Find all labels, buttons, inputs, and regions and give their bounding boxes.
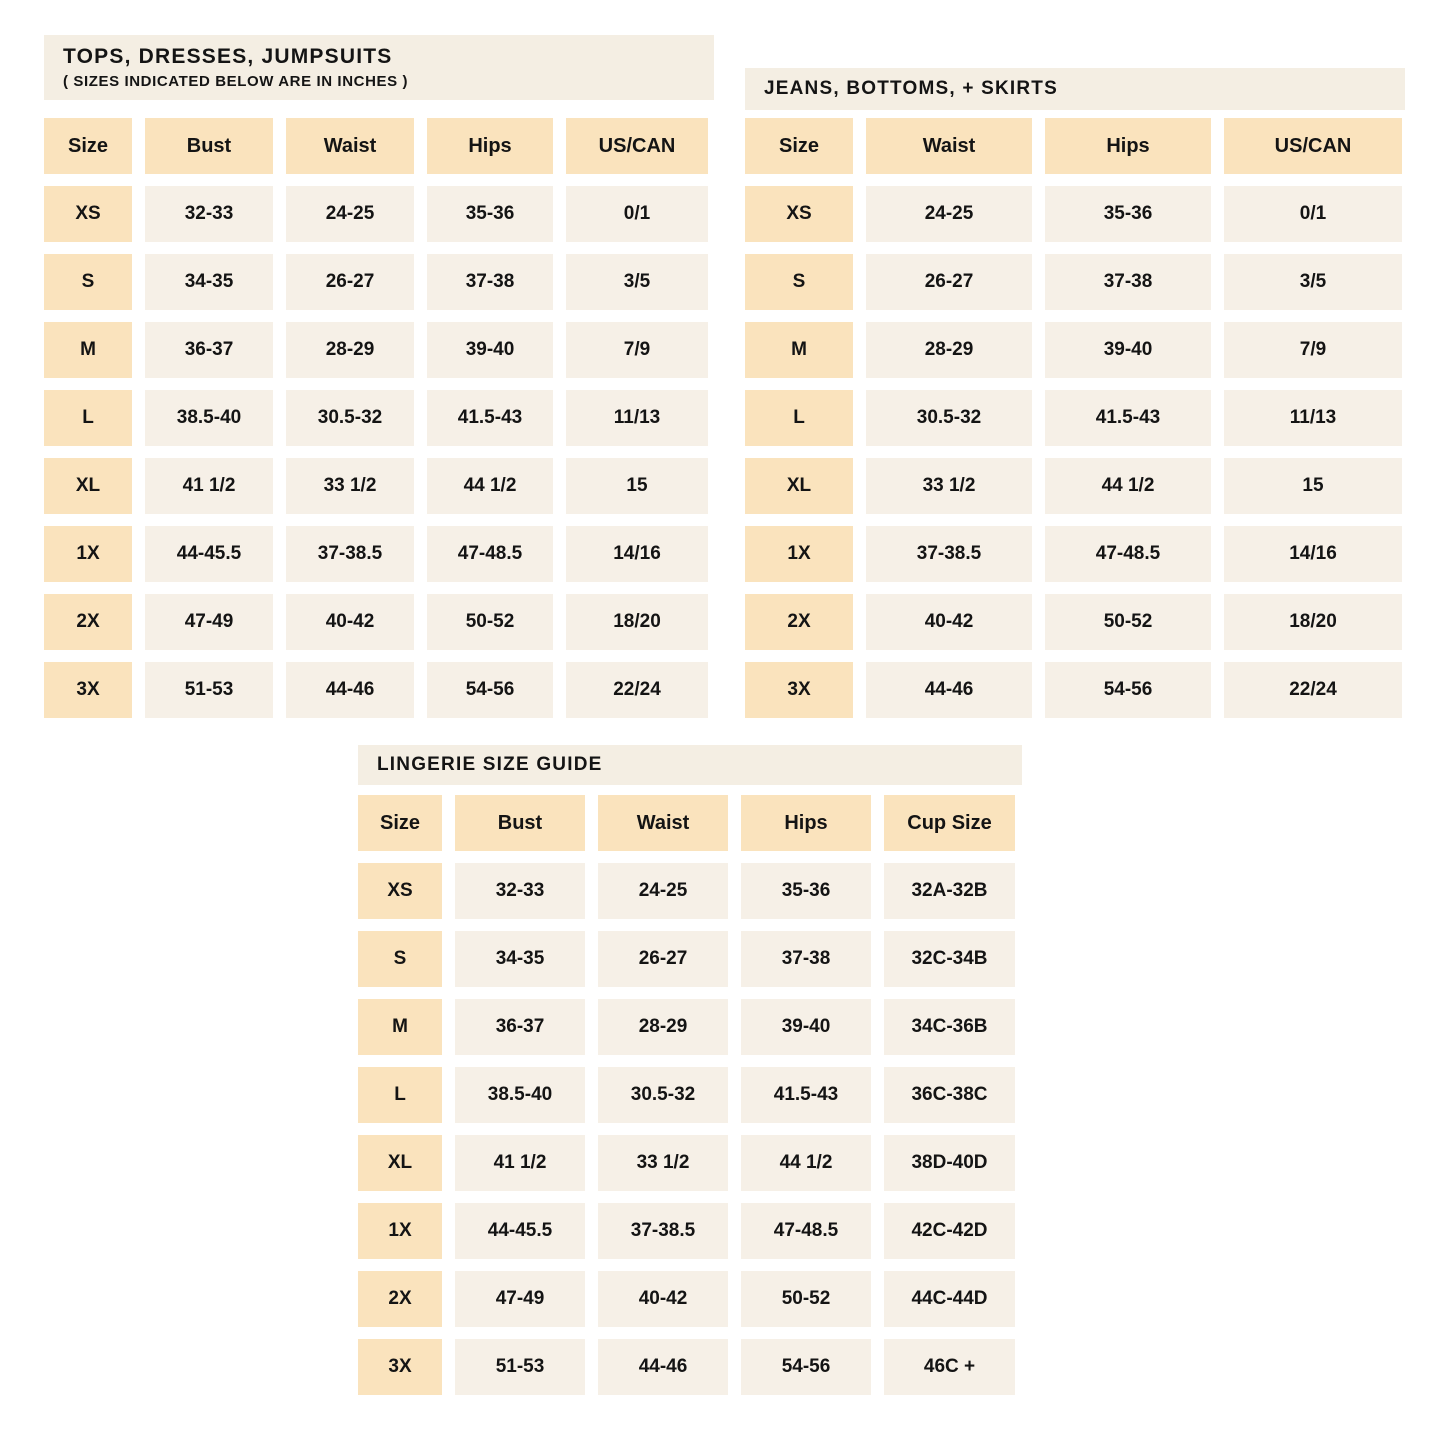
table-jeans-bottoms-skirts — [745, 68, 1405, 718]
measurement-cell: 14/16 — [1224, 526, 1402, 582]
size-label-cell: XS — [44, 186, 132, 242]
size-label-cell: XL — [44, 458, 132, 514]
measurement-cell: 34C-36B — [884, 999, 1015, 1055]
measurement-cell: 24-25 — [286, 186, 414, 242]
measurement-cell: 46C + — [884, 1339, 1015, 1395]
measurement-cell: 39-40 — [1045, 322, 1211, 378]
measurement-cell: 37-38 — [741, 931, 871, 987]
jeans-table-title: JEANS, BOTTOMS, + SKIRTS — [764, 78, 1058, 99]
measurement-cell: 40-42 — [866, 594, 1032, 650]
size-label-cell: S — [745, 254, 853, 310]
measurement-cell: 50-52 — [741, 1271, 871, 1327]
measurement-cell: 44-45.5 — [145, 526, 273, 582]
column-header-cell: Size — [44, 118, 132, 174]
measurement-cell: 37-38.5 — [286, 526, 414, 582]
measurement-cell: 38.5-40 — [455, 1067, 585, 1123]
column-header-cell: Waist — [866, 118, 1032, 174]
measurement-cell: 28-29 — [598, 999, 728, 1055]
measurement-cell: 26-27 — [598, 931, 728, 987]
measurement-cell: 34-35 — [145, 254, 273, 310]
measurement-cell: 42C-42D — [884, 1203, 1015, 1259]
measurement-cell: 47-48.5 — [741, 1203, 871, 1259]
tops-title-bar — [44, 35, 714, 100]
measurement-cell: 35-36 — [741, 863, 871, 919]
measurement-cell: 38.5-40 — [145, 390, 273, 446]
size-label-cell: 2X — [358, 1271, 442, 1327]
measurement-cell: 50-52 — [1045, 594, 1211, 650]
size-label-cell: 3X — [44, 662, 132, 718]
measurement-cell: 54-56 — [1045, 662, 1211, 718]
measurement-cell: 36C-38C — [884, 1067, 1015, 1123]
measurement-cell: 15 — [1224, 458, 1402, 514]
table-lingerie-size-guide — [358, 745, 1022, 1395]
lingerie-title-bar — [358, 745, 1022, 785]
size-label-cell: S — [44, 254, 132, 310]
measurement-cell: 47-49 — [145, 594, 273, 650]
measurement-cell: 32A-32B — [884, 863, 1015, 919]
lingerie-size-grid — [358, 795, 1022, 1395]
measurement-cell: 22/24 — [566, 662, 708, 718]
measurement-cell: 32-33 — [455, 863, 585, 919]
size-label-cell: L — [358, 1067, 442, 1123]
column-header-cell: Waist — [598, 795, 728, 851]
measurement-cell: 41.5-43 — [1045, 390, 1211, 446]
measurement-cell: 15 — [566, 458, 708, 514]
column-header-cell: Hips — [427, 118, 553, 174]
measurement-cell: 44-45.5 — [455, 1203, 585, 1259]
measurement-cell: 37-38 — [1045, 254, 1211, 310]
size-label-cell: XL — [358, 1135, 442, 1191]
measurement-cell: 47-48.5 — [1045, 526, 1211, 582]
column-header-cell: US/CAN — [566, 118, 708, 174]
measurement-cell: 44 1/2 — [427, 458, 553, 514]
jeans-title-bar — [745, 68, 1405, 110]
measurement-cell: 33 1/2 — [866, 458, 1032, 514]
measurement-cell: 30.5-32 — [866, 390, 1032, 446]
measurement-cell: 36-37 — [145, 322, 273, 378]
size-label-cell: M — [44, 322, 132, 378]
size-label-cell: S — [358, 931, 442, 987]
size-label-cell: 1X — [44, 526, 132, 582]
measurement-cell: 0/1 — [566, 186, 708, 242]
size-label-cell: L — [44, 390, 132, 446]
column-header-cell: US/CAN — [1224, 118, 1402, 174]
jeans-size-grid — [745, 118, 1405, 718]
measurement-cell: 26-27 — [286, 254, 414, 310]
size-label-cell: 2X — [745, 594, 853, 650]
measurement-cell: 30.5-32 — [286, 390, 414, 446]
measurement-cell: 32C-34B — [884, 931, 1015, 987]
measurement-cell: 33 1/2 — [598, 1135, 728, 1191]
measurement-cell: 3/5 — [1224, 254, 1402, 310]
size-label-cell: M — [358, 999, 442, 1055]
measurement-cell: 41 1/2 — [455, 1135, 585, 1191]
measurement-cell: 11/13 — [566, 390, 708, 446]
column-header-cell: Size — [358, 795, 442, 851]
column-header-cell: Hips — [1045, 118, 1211, 174]
measurement-cell: 11/13 — [1224, 390, 1402, 446]
measurement-cell: 37-38 — [427, 254, 553, 310]
measurement-cell: 3/5 — [566, 254, 708, 310]
size-label-cell: L — [745, 390, 853, 446]
measurement-cell: 40-42 — [598, 1271, 728, 1327]
size-label-cell: XS — [358, 863, 442, 919]
measurement-cell: 44 1/2 — [741, 1135, 871, 1191]
column-header-cell: Bust — [145, 118, 273, 174]
measurement-cell: 41.5-43 — [741, 1067, 871, 1123]
measurement-cell: 36-37 — [455, 999, 585, 1055]
measurement-cell: 22/24 — [1224, 662, 1402, 718]
tops-table-title: TOPS, DRESSES, JUMPSUITS — [63, 45, 393, 68]
measurement-cell: 51-53 — [455, 1339, 585, 1395]
measurement-cell: 39-40 — [427, 322, 553, 378]
column-header-cell: Bust — [455, 795, 585, 851]
measurement-cell: 47-48.5 — [427, 526, 553, 582]
size-label-cell: 2X — [44, 594, 132, 650]
measurement-cell: 28-29 — [286, 322, 414, 378]
size-label-cell: XL — [745, 458, 853, 514]
measurement-cell: 37-38.5 — [598, 1203, 728, 1259]
size-label-cell: 1X — [358, 1203, 442, 1259]
measurement-cell: 44-46 — [598, 1339, 728, 1395]
measurement-cell: 14/16 — [566, 526, 708, 582]
measurement-cell: 37-38.5 — [866, 526, 1032, 582]
column-header-cell: Hips — [741, 795, 871, 851]
measurement-cell: 44-46 — [286, 662, 414, 718]
measurement-cell: 54-56 — [741, 1339, 871, 1395]
measurement-cell: 7/9 — [1224, 322, 1402, 378]
measurement-cell: 39-40 — [741, 999, 871, 1055]
tops-size-grid — [44, 118, 714, 718]
measurement-cell: 40-42 — [286, 594, 414, 650]
measurement-cell: 24-25 — [598, 863, 728, 919]
measurement-cell: 54-56 — [427, 662, 553, 718]
column-header-cell: Size — [745, 118, 853, 174]
measurement-cell: 35-36 — [427, 186, 553, 242]
measurement-cell: 28-29 — [866, 322, 1032, 378]
measurement-cell: 7/9 — [566, 322, 708, 378]
measurement-cell: 18/20 — [566, 594, 708, 650]
size-label-cell: M — [745, 322, 853, 378]
lingerie-table-title: LINGERIE SIZE GUIDE — [377, 754, 603, 775]
size-label-cell: 3X — [745, 662, 853, 718]
measurement-cell: 34-35 — [455, 931, 585, 987]
measurement-cell: 38D-40D — [884, 1135, 1015, 1191]
measurement-cell: 44C-44D — [884, 1271, 1015, 1327]
measurement-cell: 44-46 — [866, 662, 1032, 718]
measurement-cell: 51-53 — [145, 662, 273, 718]
measurement-cell: 26-27 — [866, 254, 1032, 310]
measurement-cell: 32-33 — [145, 186, 273, 242]
measurement-cell: 35-36 — [1045, 186, 1211, 242]
size-label-cell: XS — [745, 186, 853, 242]
measurement-cell: 0/1 — [1224, 186, 1402, 242]
size-label-cell: 3X — [358, 1339, 442, 1395]
measurement-cell: 33 1/2 — [286, 458, 414, 514]
measurement-cell: 18/20 — [1224, 594, 1402, 650]
measurement-cell: 41 1/2 — [145, 458, 273, 514]
measurement-cell: 50-52 — [427, 594, 553, 650]
measurement-cell: 47-49 — [455, 1271, 585, 1327]
size-label-cell: 1X — [745, 526, 853, 582]
measurement-cell: 30.5-32 — [598, 1067, 728, 1123]
measurement-cell: 41.5-43 — [427, 390, 553, 446]
measurement-cell: 44 1/2 — [1045, 458, 1211, 514]
column-header-cell: Cup Size — [884, 795, 1015, 851]
measurement-cell: 24-25 — [866, 186, 1032, 242]
column-header-cell: Waist — [286, 118, 414, 174]
table-tops-dresses-jumpsuits — [44, 35, 714, 718]
tops-table-subtitle: ( SIZES INDICATED BELOW ARE IN INCHES ) — [63, 73, 409, 90]
